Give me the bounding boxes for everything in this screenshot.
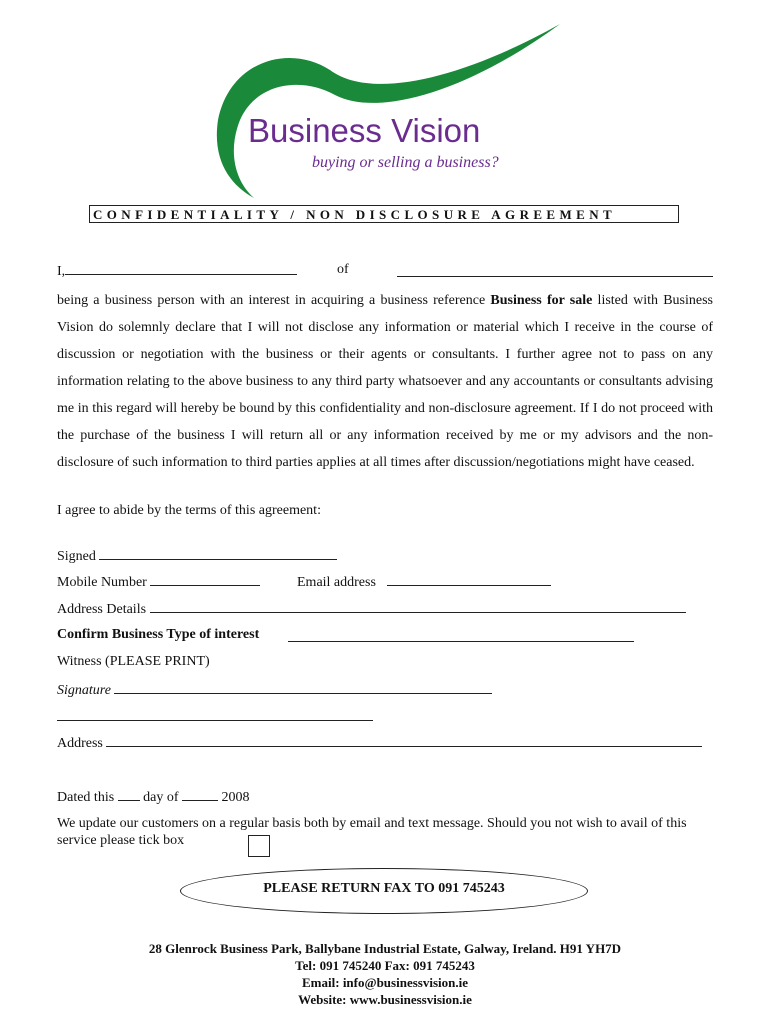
witness-label: Witness (PLEASE PRINT) (57, 654, 210, 669)
email-row (297, 573, 551, 591)
logo-brand-name: Business Vision (248, 112, 481, 149)
signature-label: Signature (57, 683, 111, 698)
dated-day-of: day of (139, 790, 183, 805)
day-blank[interactable] (118, 788, 140, 801)
dated-row (57, 788, 250, 806)
signed-label: Signed (57, 549, 96, 564)
footer-address: 28 Glenrock Business Park, Ballybane Industrial Estate, Galway, Ireland. H91 YH7D (148, 941, 622, 956)
email-label: Email address (297, 575, 376, 590)
body-text-part2: listed with Business Vision do solemnly declare that I will not disclose any information or material which I receive in the course of discussion or negotiation with the business or their agents or consultants. I further agree not to pass on any information relating to the above business to any third party whatsoever and any accountants or consultants advising me in this regard will hereby be bound by this confidentiality and non-disclosure agreement. If I do not proceed with the purchase of the business I will return all or any information received by me or my advisors and the non-disclosure of such information to third parties applies at all times after discussion/negotiations might have ceased. (57, 293, 713, 470)
logo-tagline: buying or selling a business? (312, 154, 499, 171)
address-details-blank[interactable] (150, 600, 686, 613)
address-row (57, 734, 702, 752)
signature-row (57, 681, 492, 699)
update-notice: We update our customers on a regular basis both by email and text message. Should you not wish to avail of this service please tick box (57, 816, 687, 848)
agreement-body (57, 287, 713, 476)
dated-prefix: Dated this (57, 790, 118, 805)
intro-i-line (57, 262, 297, 280)
signature-blank[interactable] (114, 681, 492, 694)
address-details-row (57, 600, 686, 618)
confirm-type-blank[interactable] (288, 629, 634, 642)
footer-email: Email: info@businessvision.ie (302, 975, 468, 990)
mobile-row (57, 573, 260, 591)
footer-website: Website: www.businessvision.ie (298, 992, 472, 1007)
intro-of-label: of (337, 262, 349, 277)
mobile-blank[interactable] (150, 573, 260, 586)
confirm-type-label: Confirm Business Type of interest (57, 627, 260, 642)
address-label: Address (57, 736, 103, 751)
return-fax-text: PLEASE RETURN FAX TO 091 745243 (263, 881, 505, 896)
dated-year: 2008 (218, 790, 250, 805)
body-text-part1: being a business person with an interest in acquiring a business reference (57, 293, 491, 308)
agreement-heading: CONFIDENTIALITY / NON DISCLOSURE AGREEMENT (89, 205, 679, 223)
name-blank[interactable] (65, 262, 297, 275)
agree-statement: I agree to abide by the terms of this agreement: (57, 503, 321, 518)
signed-blank[interactable] (99, 547, 337, 560)
witness-name-blank[interactable] (57, 708, 373, 721)
signed-row (57, 547, 337, 565)
month-blank[interactable] (182, 788, 218, 801)
address-details-label: Address Details (57, 602, 147, 617)
address-blank[interactable] (106, 734, 702, 747)
email-blank[interactable] (387, 573, 551, 586)
mobile-label: Mobile Number (57, 575, 147, 590)
return-fax-banner (180, 868, 588, 914)
body-text-bold: Business for sale (490, 293, 593, 308)
of-blank[interactable] (397, 264, 713, 277)
intro-i-label: I, (57, 264, 66, 279)
footer-tel-fax: Tel: 091 745240 Fax: 091 745243 (295, 958, 475, 973)
footer (0, 940, 770, 1008)
opt-out-checkbox[interactable] (248, 835, 270, 857)
